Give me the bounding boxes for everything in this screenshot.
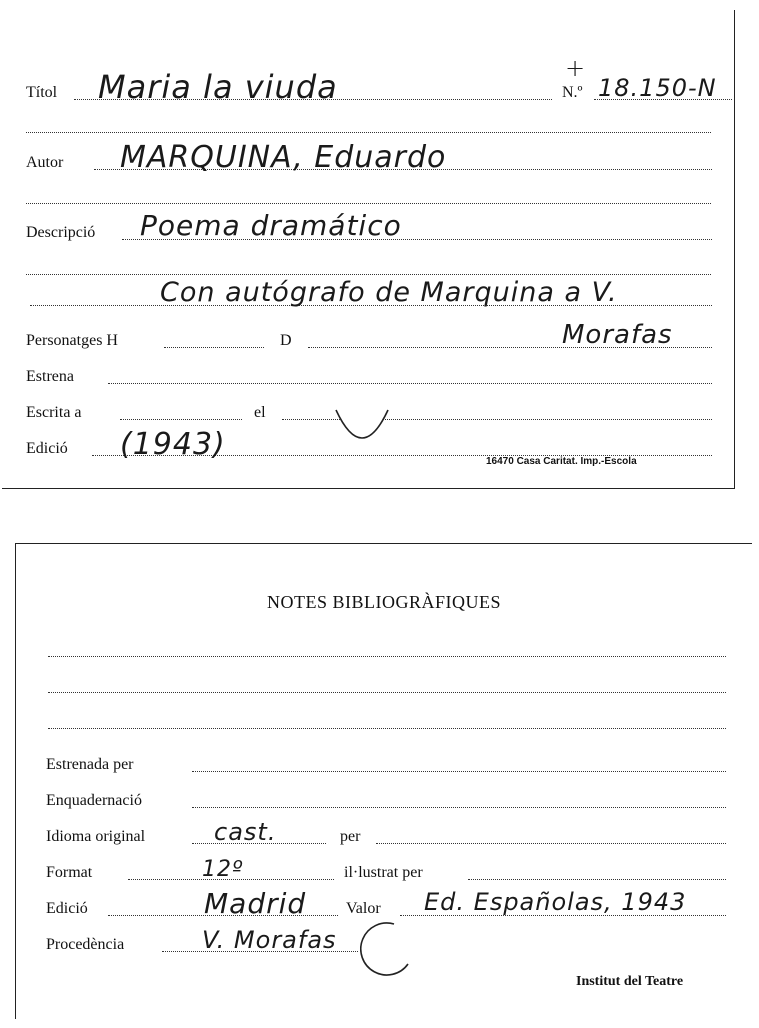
- personatges-h-line: [164, 347, 264, 348]
- escrita-place-line: [120, 419, 242, 420]
- format-row: [16, 848, 752, 884]
- estrenada-row: [16, 740, 752, 776]
- autor-row: [2, 138, 734, 174]
- idioma-value: cast.: [214, 818, 277, 846]
- personatges-label: Personatges H: [26, 332, 118, 349]
- edicio-label: Edició: [26, 440, 68, 457]
- enquadernacio-row: [16, 776, 752, 812]
- autor-value: MARQUINA, Eduardo: [120, 140, 447, 175]
- blank-line: [26, 132, 711, 133]
- descripcio-row-2: [2, 274, 734, 310]
- autor-label: Autor: [26, 154, 64, 171]
- number-mark: +: [565, 54, 587, 82]
- titol-row: [2, 54, 734, 106]
- per-label: per: [340, 828, 361, 845]
- descripcio-row: [2, 208, 734, 244]
- enquadernacio-line: [192, 807, 726, 808]
- escrita-label: Escrita a: [26, 404, 82, 421]
- personatges-row: [2, 316, 734, 352]
- catalog-card-front: [2, 10, 735, 489]
- illustrat-line: [468, 879, 726, 880]
- number-label: N.º: [562, 84, 583, 101]
- titol-label: Títol: [26, 84, 58, 101]
- illustrat-label: il·lustrat per: [344, 864, 423, 881]
- descripcio-value: Poema dramático: [140, 209, 402, 242]
- estrena-row: [2, 352, 734, 388]
- estrenada-label: Estrenada per: [46, 756, 134, 773]
- idioma-row: [16, 812, 752, 848]
- format-value: 12º: [202, 857, 244, 882]
- edicio-value-back: Madrid: [204, 887, 307, 920]
- punch-hole-icon: [360, 922, 416, 978]
- personatges-d-value: Morafas: [562, 320, 673, 350]
- institution-name: Institut del Teatre: [576, 974, 684, 989]
- notes-heading: NOTES BIBLIOGRÀFIQUES: [266, 592, 501, 612]
- procedencia-value: V. Morafas: [202, 926, 337, 954]
- printer-imprint: 16470 Casa Caritat. Imp.-Escola: [486, 456, 637, 467]
- number-value: 18.150-N: [598, 74, 717, 102]
- edicio-valor-row: [16, 884, 752, 920]
- edicio-value: (1943): [120, 427, 226, 462]
- valor-label: Valor: [346, 900, 381, 917]
- blank-line: [48, 692, 726, 693]
- catalog-card-back: [15, 543, 752, 1019]
- descripcio-label: Descripció: [26, 224, 96, 241]
- blank-line: [48, 728, 726, 729]
- procedencia-label: Procedència: [46, 936, 125, 953]
- format-label: Format: [46, 864, 93, 881]
- punch-hole-icon: [330, 408, 394, 448]
- titol-value: Maria la viuda: [98, 68, 338, 106]
- personatges-d-label: D: [280, 332, 292, 349]
- blank-line: [48, 656, 726, 657]
- estrena-label: Estrena: [26, 368, 74, 385]
- blank-line: [26, 203, 711, 204]
- idioma-label: Idioma original: [46, 828, 146, 845]
- enquadernacio-label: Enquadernació: [46, 792, 142, 809]
- estrena-line: [108, 383, 712, 384]
- escrita-el-label: el: [254, 404, 266, 421]
- descripcio-value-2: Con autógrafo de Marquina a V.: [160, 277, 618, 308]
- estrenada-line: [192, 771, 726, 772]
- per-line: [376, 843, 726, 844]
- valor-value: Ed. Españolas, 1943: [424, 888, 687, 916]
- edicio-label-back: Edició: [46, 900, 88, 917]
